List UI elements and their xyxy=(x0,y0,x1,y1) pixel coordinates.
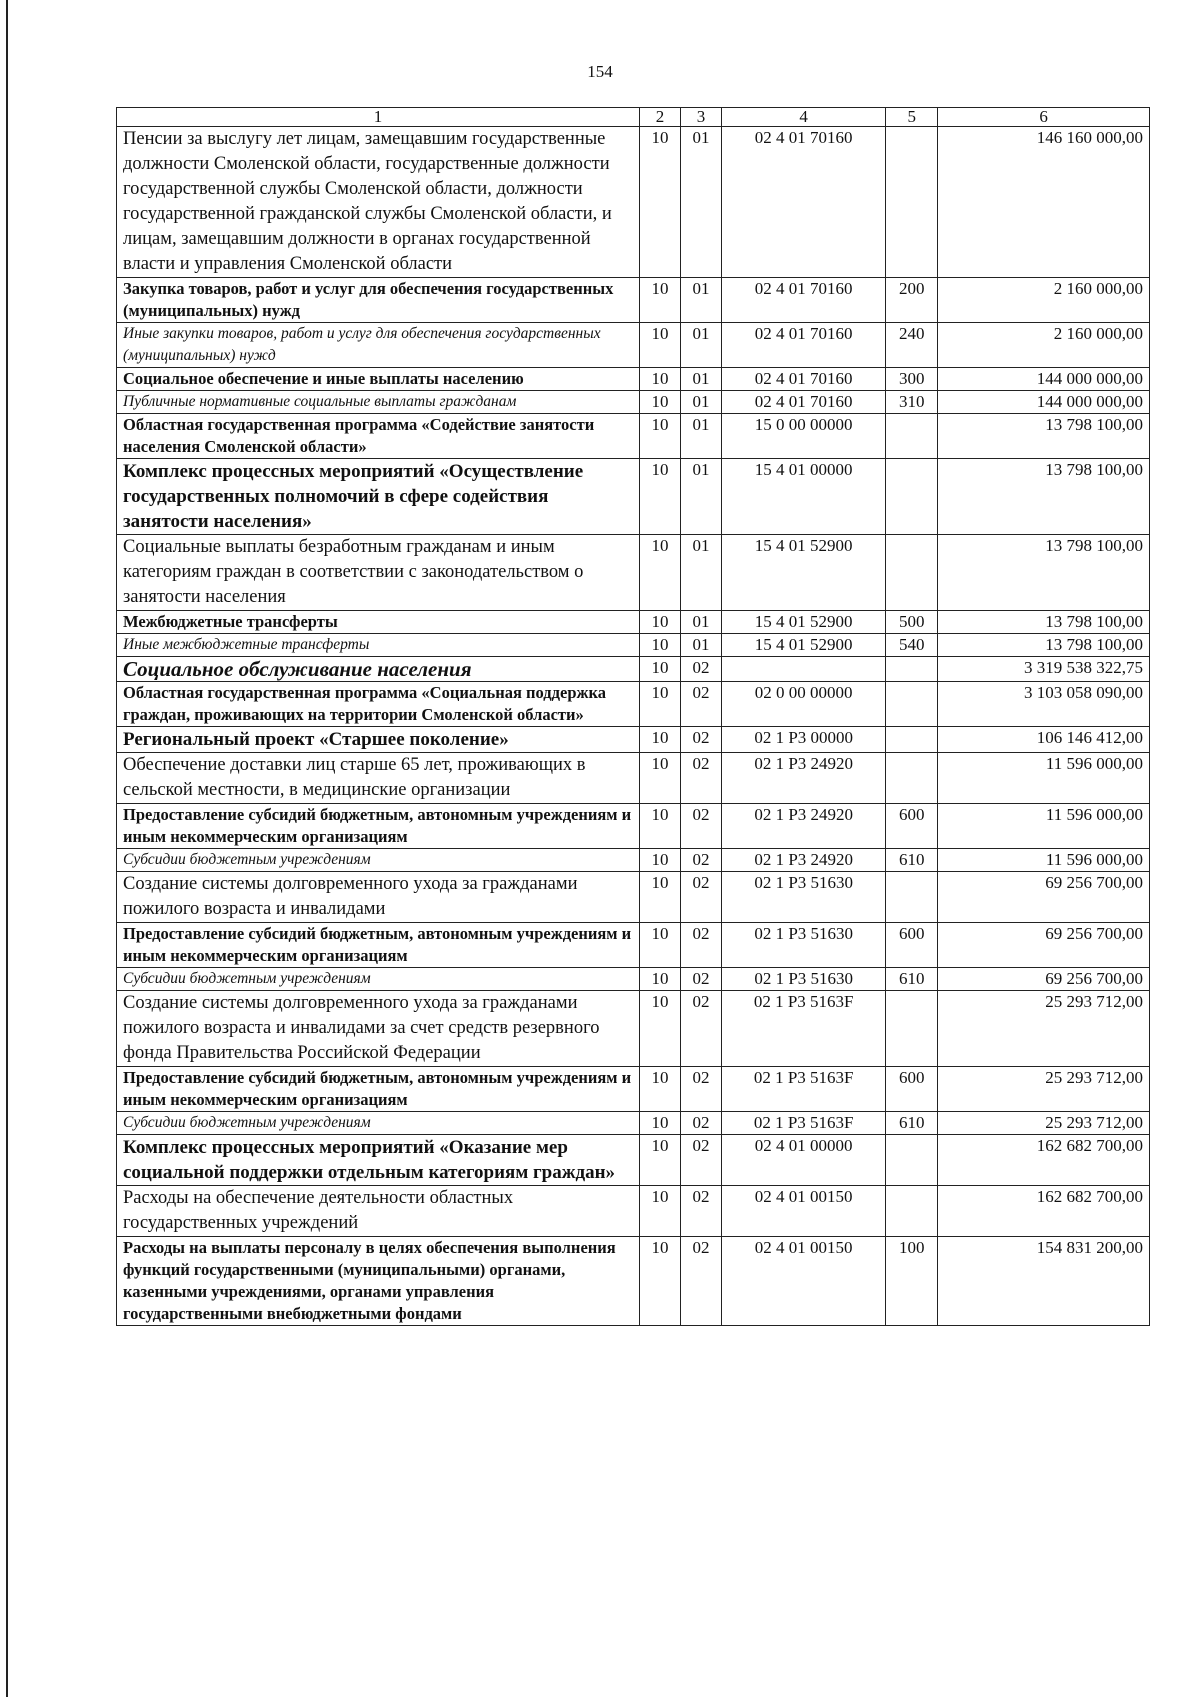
row-section-cell: 10 xyxy=(639,535,680,611)
row-name-cell: Комплекс процессных мероприятий «Оказание мер социальной поддержки отдельным категориям граждан» xyxy=(117,1135,640,1186)
row-subsection-cell: 02 xyxy=(681,991,722,1067)
table-row xyxy=(117,1186,1150,1237)
row-expense-type-cell xyxy=(886,1135,938,1186)
row-amount-cell: 11 596 000,00 xyxy=(938,753,1150,804)
row-section-cell: 10 xyxy=(639,323,680,368)
row-section-cell: 10 xyxy=(639,414,680,459)
page-left-border xyxy=(6,0,8,1697)
row-expense-type-cell xyxy=(886,1186,938,1237)
row-expense-type-cell: 610 xyxy=(886,968,938,991)
row-name-cell: Областная государственная программа «Содействие занятости населения Смоленской области» xyxy=(117,414,640,459)
row-name-cell: Региональный проект «Старшее поколение» xyxy=(117,727,640,753)
table-row xyxy=(117,414,1150,459)
table-row xyxy=(117,535,1150,611)
row-subsection-cell: 01 xyxy=(681,414,722,459)
row-subsection-cell: 02 xyxy=(681,657,722,682)
row-section-cell: 10 xyxy=(639,278,680,323)
row-amount-cell: 144 000 000,00 xyxy=(938,368,1150,391)
row-name-cell: Областная государственная программа «Социальная поддержка граждан, проживающих на территории Смоленской области» xyxy=(117,682,640,727)
table-row xyxy=(117,1237,1150,1326)
row-amount-cell: 3 319 538 322,75 xyxy=(938,657,1150,682)
row-target-code-cell: 02 1 Р3 5163F xyxy=(722,1067,886,1112)
table-row xyxy=(117,611,1150,634)
row-target-code-cell: 02 4 01 70160 xyxy=(722,323,886,368)
row-target-code-cell: 02 4 01 00150 xyxy=(722,1186,886,1237)
row-target-code-cell: 02 1 Р3 00000 xyxy=(722,727,886,753)
row-section-cell: 10 xyxy=(639,1067,680,1112)
row-expense-type-cell xyxy=(886,414,938,459)
row-section-cell: 10 xyxy=(639,804,680,849)
table-row xyxy=(117,727,1150,753)
row-subsection-cell: 02 xyxy=(681,804,722,849)
row-subsection-cell: 02 xyxy=(681,1186,722,1237)
row-expense-type-cell: 300 xyxy=(886,368,938,391)
row-amount-cell: 106 146 412,00 xyxy=(938,727,1150,753)
table-row xyxy=(117,634,1150,657)
row-expense-type-cell xyxy=(886,727,938,753)
row-amount-cell: 11 596 000,00 xyxy=(938,804,1150,849)
table-row xyxy=(117,657,1150,682)
row-name-cell: Обеспечение доставки лиц старше 65 лет, проживающих в сельской местности, в медицинские организации xyxy=(117,753,640,804)
row-name-cell: Закупка товаров, работ и услуг для обеспечения государственных (муниципальных) нужд xyxy=(117,278,640,323)
row-expense-type-cell: 600 xyxy=(886,804,938,849)
row-amount-cell: 69 256 700,00 xyxy=(938,872,1150,923)
row-subsection-cell: 02 xyxy=(681,682,722,727)
row-name-cell: Комплекс процессных мероприятий «Осуществление государственных полномочий в сфере содействия занятости населения» xyxy=(117,459,640,535)
row-name-cell: Публичные нормативные социальные выплаты гражданам xyxy=(117,391,640,414)
row-name-cell: Расходы на выплаты персоналу в целях обеспечения выполнения функций государственными (муниципальными) органами, казенными учреждениями, органами управления государственными внебюджетными фондами xyxy=(117,1237,640,1326)
row-section-cell: 10 xyxy=(639,727,680,753)
row-name-cell: Расходы на обеспечение деятельности областных государственных учреждений xyxy=(117,1186,640,1237)
row-subsection-cell: 01 xyxy=(681,535,722,611)
table-row xyxy=(117,127,1150,278)
page-number: 154 xyxy=(587,62,613,81)
row-target-code-cell: 02 1 Р3 24920 xyxy=(722,753,886,804)
row-amount-cell: 154 831 200,00 xyxy=(938,1237,1150,1326)
row-name-cell: Социальные выплаты безработным гражданам и иным категориям граждан в соответствии с законодательством о занятости населения xyxy=(117,535,640,611)
table-row xyxy=(117,1067,1150,1112)
row-subsection-cell: 02 xyxy=(681,753,722,804)
row-section-cell: 10 xyxy=(639,753,680,804)
table-header-row xyxy=(117,108,1150,127)
row-expense-type-cell xyxy=(886,872,938,923)
row-name-cell: Субсидии бюджетным учреждениям xyxy=(117,1112,640,1135)
row-expense-type-cell: 610 xyxy=(886,849,938,872)
row-expense-type-cell xyxy=(886,991,938,1067)
table-row xyxy=(117,1135,1150,1186)
row-amount-cell: 25 293 712,00 xyxy=(938,991,1150,1067)
row-subsection-cell: 01 xyxy=(681,368,722,391)
row-name-cell: Социальное обслуживание населения xyxy=(117,657,640,682)
row-subsection-cell: 02 xyxy=(681,1067,722,1112)
row-expense-type-cell: 500 xyxy=(886,611,938,634)
row-amount-cell: 13 798 100,00 xyxy=(938,535,1150,611)
row-subsection-cell: 02 xyxy=(681,923,722,968)
row-amount-cell: 162 682 700,00 xyxy=(938,1135,1150,1186)
row-amount-cell: 25 293 712,00 xyxy=(938,1112,1150,1135)
table-row xyxy=(117,872,1150,923)
row-subsection-cell: 01 xyxy=(681,459,722,535)
row-amount-cell: 13 798 100,00 xyxy=(938,414,1150,459)
row-section-cell: 10 xyxy=(639,127,680,278)
row-expense-type-cell xyxy=(886,753,938,804)
row-subsection-cell: 01 xyxy=(681,391,722,414)
row-subsection-cell: 02 xyxy=(681,1237,722,1326)
row-amount-cell: 11 596 000,00 xyxy=(938,849,1150,872)
row-subsection-cell: 02 xyxy=(681,1135,722,1186)
row-section-cell: 10 xyxy=(639,391,680,414)
row-name-cell: Предоставление субсидий бюджетным, автономным учреждениям и иным некоммерческим организациям xyxy=(117,804,640,849)
table-row xyxy=(117,368,1150,391)
row-section-cell: 10 xyxy=(639,1237,680,1326)
table-row xyxy=(117,991,1150,1067)
row-expense-type-cell xyxy=(886,657,938,682)
row-section-cell: 10 xyxy=(639,657,680,682)
table-row xyxy=(117,804,1150,849)
row-target-code-cell: 02 1 Р3 5163F xyxy=(722,1112,886,1135)
row-section-cell: 10 xyxy=(639,849,680,872)
row-section-cell: 10 xyxy=(639,1135,680,1186)
table-row xyxy=(117,968,1150,991)
column-header: 4 xyxy=(722,108,886,127)
column-header: 1 xyxy=(117,108,640,127)
row-expense-type-cell: 240 xyxy=(886,323,938,368)
row-name-cell: Социальное обеспечение и иные выплаты населению xyxy=(117,368,640,391)
row-target-code-cell: 02 0 00 00000 xyxy=(722,682,886,727)
row-section-cell: 10 xyxy=(639,1186,680,1237)
row-section-cell: 10 xyxy=(639,682,680,727)
table-row xyxy=(117,923,1150,968)
row-expense-type-cell: 100 xyxy=(886,1237,938,1326)
table-row xyxy=(117,849,1150,872)
row-expense-type-cell xyxy=(886,127,938,278)
row-expense-type-cell: 540 xyxy=(886,634,938,657)
row-subsection-cell: 01 xyxy=(681,278,722,323)
row-name-cell: Иные межбюджетные трансферты xyxy=(117,634,640,657)
row-amount-cell: 69 256 700,00 xyxy=(938,923,1150,968)
row-amount-cell: 146 160 000,00 xyxy=(938,127,1150,278)
row-target-code-cell: 15 4 01 52900 xyxy=(722,634,886,657)
row-amount-cell: 2 160 000,00 xyxy=(938,323,1150,368)
column-header: 6 xyxy=(938,108,1150,127)
row-amount-cell: 13 798 100,00 xyxy=(938,459,1150,535)
row-subsection-cell: 02 xyxy=(681,1112,722,1135)
row-section-cell: 10 xyxy=(639,611,680,634)
table-row xyxy=(117,753,1150,804)
row-amount-cell: 69 256 700,00 xyxy=(938,968,1150,991)
row-expense-type-cell: 200 xyxy=(886,278,938,323)
row-amount-cell: 25 293 712,00 xyxy=(938,1067,1150,1112)
row-subsection-cell: 01 xyxy=(681,323,722,368)
row-expense-type-cell xyxy=(886,459,938,535)
row-name-cell: Предоставление субсидий бюджетным, автономным учреждениям и иным некоммерческим организациям xyxy=(117,1067,640,1112)
row-target-code-cell xyxy=(722,657,886,682)
row-amount-cell: 162 682 700,00 xyxy=(938,1186,1150,1237)
row-section-cell: 10 xyxy=(639,923,680,968)
table-row xyxy=(117,1112,1150,1135)
column-header: 5 xyxy=(886,108,938,127)
row-section-cell: 10 xyxy=(639,968,680,991)
table-row xyxy=(117,278,1150,323)
row-amount-cell: 3 103 058 090,00 xyxy=(938,682,1150,727)
column-header: 3 xyxy=(681,108,722,127)
row-target-code-cell: 15 4 01 52900 xyxy=(722,535,886,611)
row-target-code-cell: 02 4 01 70160 xyxy=(722,368,886,391)
row-target-code-cell: 02 4 01 00150 xyxy=(722,1237,886,1326)
row-section-cell: 10 xyxy=(639,634,680,657)
row-section-cell: 10 xyxy=(639,1112,680,1135)
row-name-cell: Предоставление субсидий бюджетным, автономным учреждениям и иным некоммерческим организациям xyxy=(117,923,640,968)
row-name-cell: Межбюджетные трансферты xyxy=(117,611,640,634)
row-target-code-cell: 02 4 01 00000 xyxy=(722,1135,886,1186)
row-target-code-cell: 15 4 01 52900 xyxy=(722,611,886,634)
row-section-cell: 10 xyxy=(639,459,680,535)
row-section-cell: 10 xyxy=(639,368,680,391)
row-amount-cell: 13 798 100,00 xyxy=(938,634,1150,657)
table-row xyxy=(117,459,1150,535)
row-name-cell: Субсидии бюджетным учреждениям xyxy=(117,849,640,872)
column-header: 2 xyxy=(639,108,680,127)
budget-table xyxy=(116,107,1150,1326)
row-target-code-cell: 02 4 01 70160 xyxy=(722,278,886,323)
row-subsection-cell: 02 xyxy=(681,849,722,872)
table-row xyxy=(117,682,1150,727)
row-expense-type-cell: 610 xyxy=(886,1112,938,1135)
row-subsection-cell: 02 xyxy=(681,872,722,923)
table-row xyxy=(117,323,1150,368)
row-target-code-cell: 15 0 00 00000 xyxy=(722,414,886,459)
row-name-cell: Субсидии бюджетным учреждениям xyxy=(117,968,640,991)
row-expense-type-cell: 310 xyxy=(886,391,938,414)
row-amount-cell: 13 798 100,00 xyxy=(938,611,1150,634)
row-expense-type-cell xyxy=(886,682,938,727)
row-amount-cell: 2 160 000,00 xyxy=(938,278,1150,323)
row-target-code-cell: 02 1 Р3 5163F xyxy=(722,991,886,1067)
row-expense-type-cell: 600 xyxy=(886,923,938,968)
row-target-code-cell: 02 1 Р3 51630 xyxy=(722,872,886,923)
row-subsection-cell: 02 xyxy=(681,727,722,753)
row-expense-type-cell: 600 xyxy=(886,1067,938,1112)
row-subsection-cell: 02 xyxy=(681,968,722,991)
row-target-code-cell: 02 1 Р3 24920 xyxy=(722,804,886,849)
row-target-code-cell: 02 4 01 70160 xyxy=(722,391,886,414)
row-expense-type-cell xyxy=(886,535,938,611)
row-target-code-cell: 02 1 Р3 51630 xyxy=(722,923,886,968)
row-amount-cell: 144 000 000,00 xyxy=(938,391,1150,414)
row-name-cell: Создание системы долговременного ухода за гражданами пожилого возраста и инвалидами за счет средств резервного фонда Правительства Российской Федерации xyxy=(117,991,640,1067)
row-section-cell: 10 xyxy=(639,872,680,923)
row-target-code-cell: 15 4 01 00000 xyxy=(722,459,886,535)
table-row xyxy=(117,391,1150,414)
row-subsection-cell: 01 xyxy=(681,634,722,657)
row-target-code-cell: 02 4 01 70160 xyxy=(722,127,886,278)
row-name-cell: Пенсии за выслугу лет лицам, замещавшим государственные должности Смоленской области, государственные должности государственной службы Смоленской области, должности государственной гражданской службы Смоленской области, и лицам, замещавшим должности в органах государственной власти и управления Смоленской области xyxy=(117,127,640,278)
row-subsection-cell: 01 xyxy=(681,127,722,278)
row-name-cell: Создание системы долговременного ухода за гражданами пожилого возраста и инвалидами xyxy=(117,872,640,923)
row-section-cell: 10 xyxy=(639,991,680,1067)
row-name-cell: Иные закупки товаров, работ и услуг для обеспечения государственных (муниципальных) нужд xyxy=(117,323,640,368)
row-target-code-cell: 02 1 Р3 24920 xyxy=(722,849,886,872)
row-target-code-cell: 02 1 Р3 51630 xyxy=(722,968,886,991)
row-subsection-cell: 01 xyxy=(681,611,722,634)
